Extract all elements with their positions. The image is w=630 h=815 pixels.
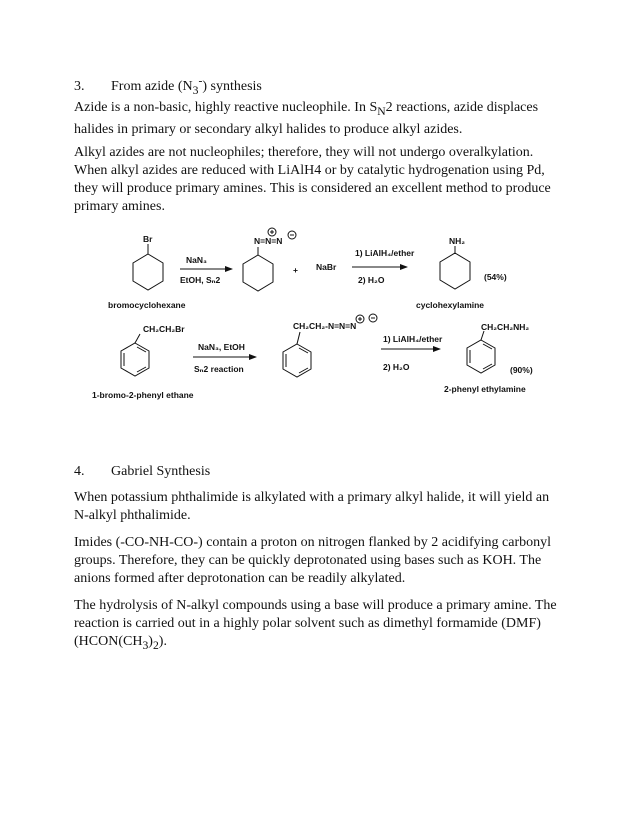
phenylethyl-bromide-structure [121,334,149,376]
section-title [111,74,262,97]
cyclohexylamine-structure [440,246,470,289]
azide-group-label: N=N=N [254,236,283,246]
section-3-paragraph-1 [74,99,564,139]
reaction-scheme [0,222,630,407]
nabr-label: NaBr [316,262,337,272]
yield-90: (90%) [510,365,533,375]
p1-text: Azide is a non-basic, highly reactive nucleophile. In S [74,100,378,115]
section-4-paragraph-3 [74,597,564,655]
title-text: From azide (N [111,78,193,94]
p3-sub-2: 2 [152,638,159,652]
section-number: 4. [74,464,85,479]
section-number: 3. [74,78,85,94]
section-4-paragraph-1: When potassium phthalimide is alkylated with a primary alkyl halide, it will yield an N-alkyl phthalimide. [74,490,550,523]
reduction-2-step-1: 1) LiAlH₄/ether [383,334,443,344]
reagent-1-top: NaN₃ [186,255,207,265]
p3-text: The hydrolysis of N-alkyl compounds using a base will produce a primary amine. The reaction is carried out in a highly polar solvent such as dimethyl formamide (DMF) (HCON(CH [74,598,557,649]
bromocyclohexane-structure [133,244,163,290]
start-group-label: CH₂CH₂Br [143,324,185,334]
bromocyclohexane-name: bromocyclohexane [108,300,186,310]
reduction-step-1: 1) LiAlH₄/ether [355,248,415,258]
title-sub: 3 [192,83,199,97]
section-3-paragraph-2: Alkyl azides are not nucleophiles; therefore, they will not undergo overalkylation. When alkyl azides are reduced with LiAlH4 or by catalytic hydrogenation using Pd, they will produce primary amines. This is considered an excellent method to produce primary amines. [74,145,551,214]
phenylethylamine-structure [467,331,495,373]
section-3-heading [74,74,262,96]
phenylethyl-bromide-name: 1-bromo-2-phenyl ethane [92,390,194,400]
reagent-2-bottom: Sₙ2 reaction [194,364,244,374]
reduction-step-2: 2) H₂O [358,275,385,285]
plus-sign: + [293,265,298,275]
p3-text-mid: ) [148,634,153,649]
p3-sub-1: 3 [142,638,149,652]
phenylethylamine-name: 2-phenyl ethylamine [444,384,526,394]
bromo-label: Br [143,234,153,244]
yield-54: (54%) [484,272,507,282]
title-text-end: ) synthesis [202,78,262,94]
section-title: Gabriel Synthesis [111,464,211,479]
azide-chain-label: CH₂CH₂-N=N=N [293,321,357,331]
p1-text-end: 2 reactions, azide displaces halides in primary or secondary alkyl halides to produce alkyl azides. [74,100,539,137]
p1-sub: N [377,104,386,118]
section-4-heading [74,464,210,480]
section-4-paragraph-2: Imides (-CO-NH-CO-) contain a proton on nitrogen flanked by 2 acidifying carbonyl groups. Therefore, they can be quickly deprotonated using bases such as KOH. The anions formed after deprotonation can be readily alkylated. [74,535,552,586]
product-group-label: CH₂CH₂NH₂ [481,322,530,332]
cyclohexylamine-name: cyclohexylamine [416,300,485,310]
title-sup: - [198,74,203,87]
p3-text-end: ). [158,634,167,649]
reagent-2-top: NaN₃, EtOH [198,342,245,352]
reagent-1-bottom: EtOH, Sₙ2 [180,275,221,285]
amine-group-label: NH₂ [449,236,466,246]
reduction-2-step-2: 2) H₂O [383,362,410,372]
